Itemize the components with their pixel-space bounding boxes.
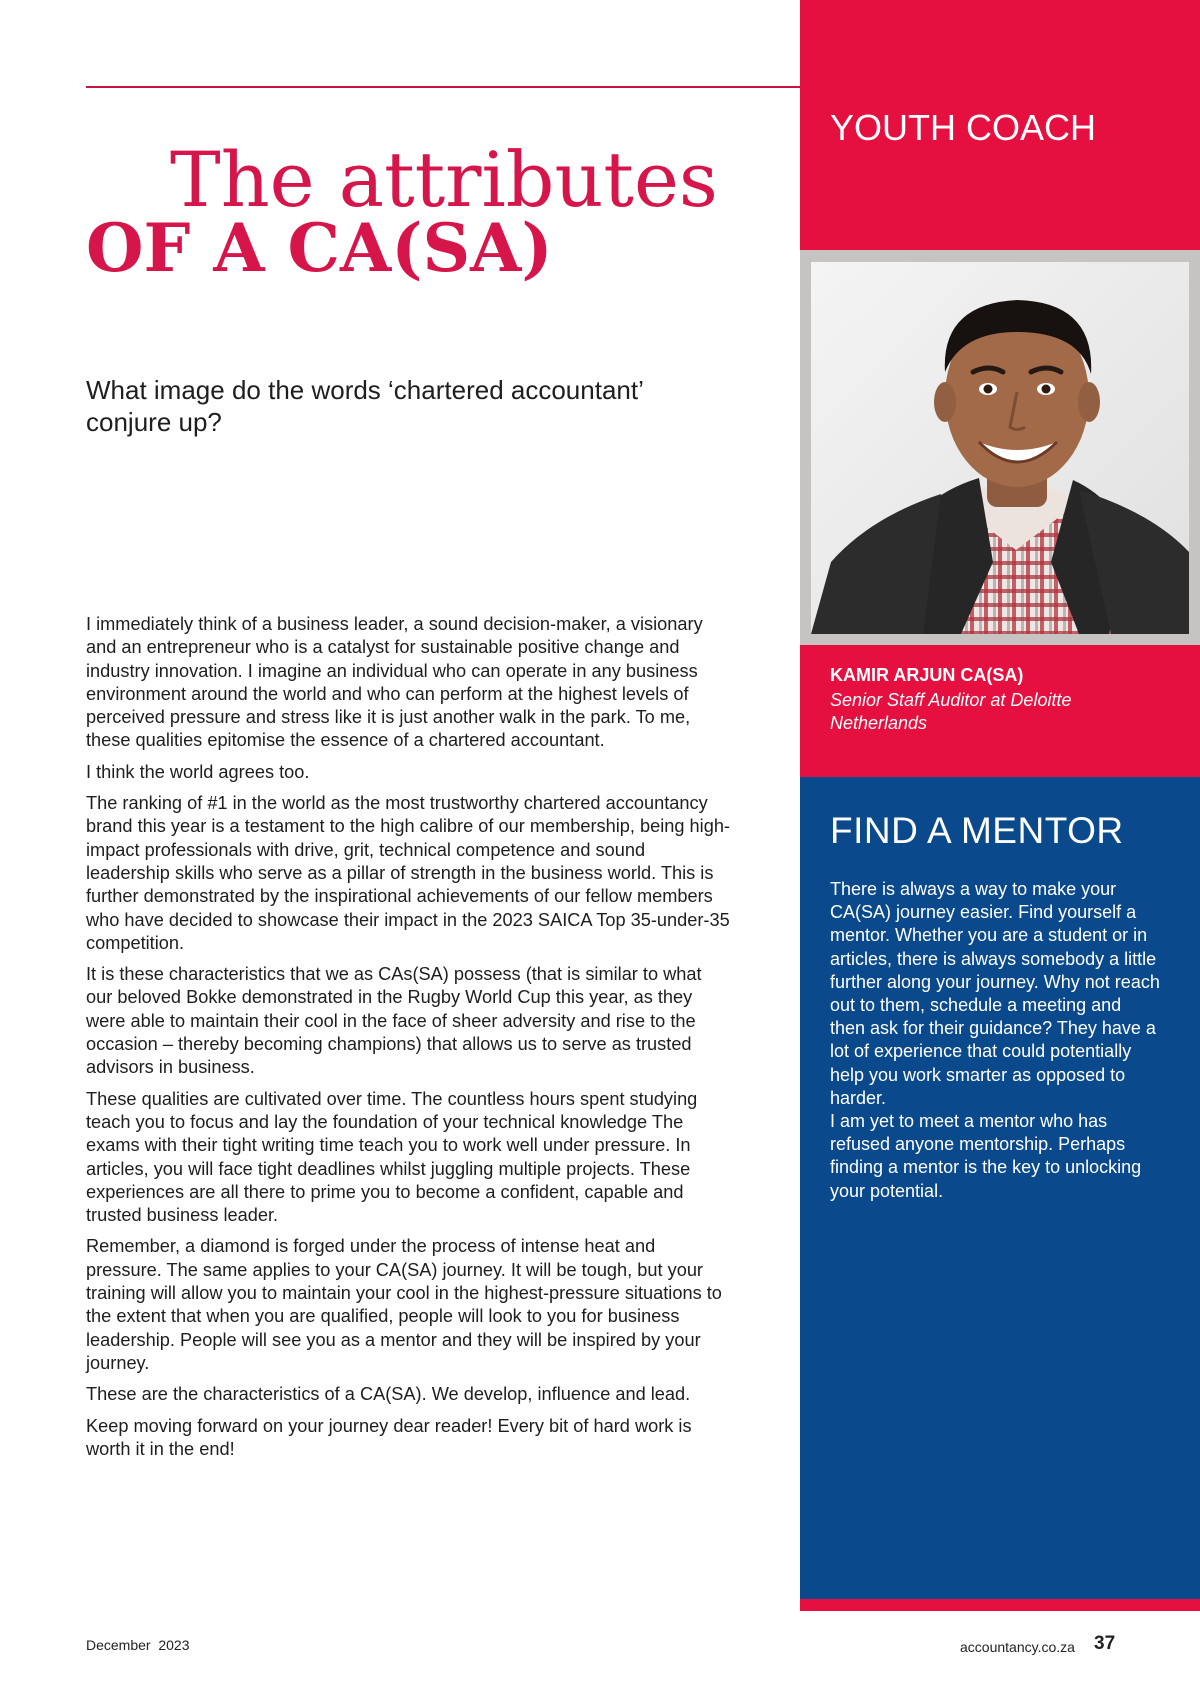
- page-number: 37: [1094, 1633, 1116, 1654]
- panel-bottom-strip: [800, 1599, 1200, 1611]
- article-paragraph: The ranking of #1 in the world as the most trustworthy chartered accountancy brand this year is a testament to the high calibre of our membership, being high-impact professionals with drive, grit, technical competence and sound leadership skills who serve as a pillar of strength in the business world. This is further demonstrated by the inspirational achievements of our fellow members who have decided to showcase their impact in the 2023 SAICA Top 35-under-35 competition.: [86, 793, 730, 953]
- article-title-line1: The attributes: [170, 135, 718, 224]
- article-paragraph: I immediately think of a business leader, a sound decision-maker, a visionary and an entrepreneur who is a catalyst for sustainable positive change and industry innovation. I imagine an individual who can operate in any business environment around the world and who can perform at the highest levels of perceived pressure and stress like it is just another walk in the park. To me, these qualities epitomise the essence of a chartered accountant.: [86, 614, 703, 751]
- mentor-text: There is always a way to make your CA(SA) journey easier. Find yourself a mentor. Whether you are a student or in articles, there is always somebody a little further along your journey. Why not reach out to them, schedule a meeting and then ask for their guidance? They have a lot of experience that could potentially help you work smarter as opposed to harder. I am yet to meet a mentor who has refused anyone mentorship. Perhaps finding a mentor is the key to unlocking your potential.: [830, 879, 1160, 1201]
- article-paragraph: These are the characteristics of a CA(SA). We develop, influence and lead.: [86, 1384, 691, 1405]
- article-paragraph: It is these characteristics that we as CAs(SA) possess (that is similar to what our beloved Bokke demonstrated in the Rugby World Cup this year, as they were able to maintain their cool in the face of sheer adversity and rise to the occasion – thereby becoming champions) that allows us to serve as trusted advisors in business.: [86, 964, 702, 1078]
- article-body: [86, 613, 732, 1469]
- portrait-photo: [811, 262, 1189, 634]
- header-rule: [86, 86, 802, 88]
- article-paragraph: Remember, a diamond is forged under the process of intense heat and pressure. The same applies to your CA(SA) journey. It will be tough, but your training will allow you to maintain your cool in the highest-pressure situations to the extent that when you are qualified, people will look to you for business leadership. People will see you as a mentor and they will be inspired by your journey.: [86, 1236, 722, 1373]
- mentor-heading: FIND A MENTOR: [830, 810, 1124, 851]
- footer-date: December 2023: [86, 1637, 190, 1653]
- article-paragraph: These qualities are cultivated over time. The countless hours spent studying teach you to focus and lay the foundation of your technical knowledge The exams with their tight writing time teach you to work well under pressure. In articles, you will face tight deadlines whilst juggling multiple projects. These experiences are all there to prime you to become a confident, capable and trusted business leader.: [86, 1088, 698, 1226]
- section-label: YOUTH COACH: [830, 107, 1097, 148]
- footer-url: accountancy.co.za: [960, 1639, 1075, 1655]
- person-name: KAMIR ARJUN CA(SA): [830, 665, 1024, 685]
- article-title-line2: OF A CA(SA): [86, 209, 553, 287]
- article-paragraph: I think the world agrees too.: [86, 761, 310, 782]
- person-role: Senior Staff Auditor at Deloitte Netherlands: [830, 690, 1072, 733]
- article-paragraph: Keep moving forward on your journey dear reader! Every bit of hard work is worth it in the end!: [86, 1415, 692, 1459]
- article-intro: What image do the words ‘chartered accountant’ conjure up?: [86, 375, 643, 437]
